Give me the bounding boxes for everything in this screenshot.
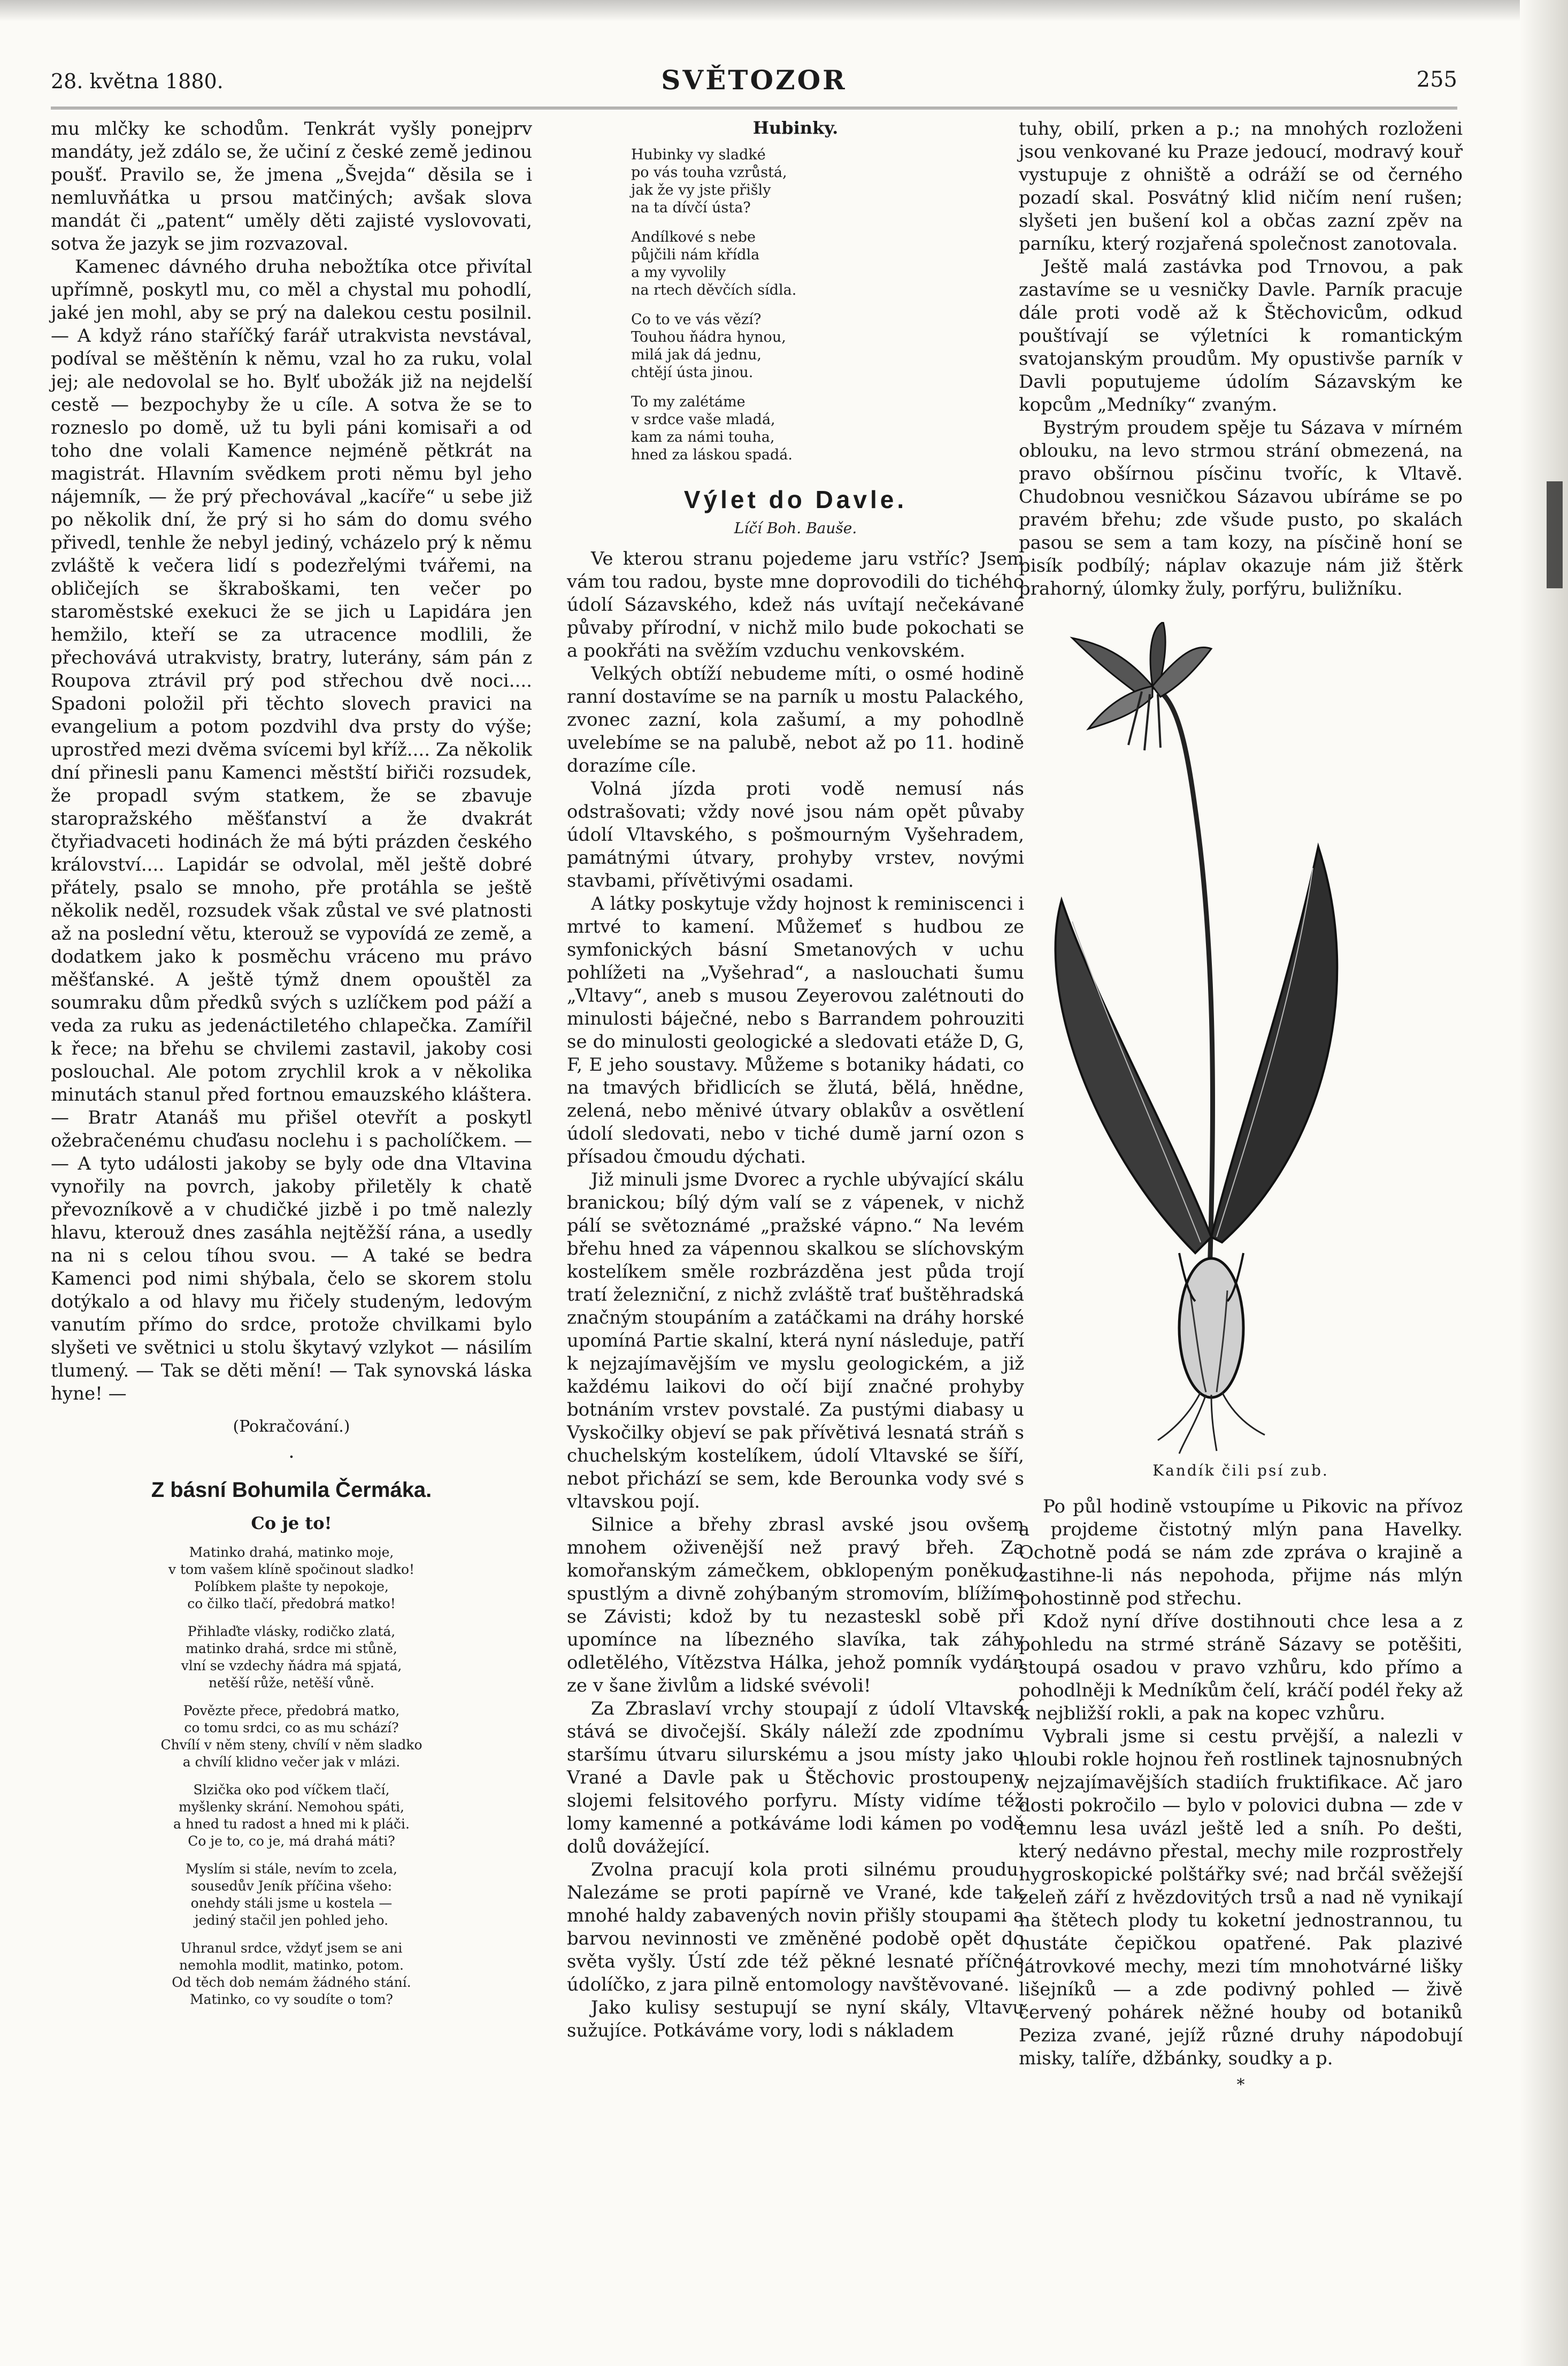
poem-stanza: [51, 1702, 532, 1771]
poem-stanza: [631, 146, 1024, 217]
poem-line: po vás touha vzrůstá,: [631, 164, 787, 181]
flower: [1072, 622, 1211, 750]
poem-line: hned za láskou spadá.: [631, 447, 793, 463]
poem-title-hubinky: Hubinky.: [752, 118, 839, 138]
poem-line: a chvílí klidno večer jak v mlázi.: [182, 1754, 401, 1770]
dogtooth-violet-drawing: [1019, 622, 1463, 1456]
poem-line: onehdy stáli jsme u kostela —: [190, 1895, 393, 1911]
poem-line: Políbkem plašte ty nepokoje,: [194, 1579, 389, 1594]
poem-line: a hned tu radost a hned mi k pláči.: [173, 1816, 410, 1832]
poem-line: a my vyvolily: [631, 264, 726, 281]
poem-line: vlní se vzdechy ňádra má spjatá,: [181, 1658, 402, 1673]
poem-line: Slzička oko pod víčkem tlačí,: [193, 1782, 390, 1797]
poem-line: Od těch dob nemám žádného stání.: [172, 1975, 411, 1990]
poem-line: nemohla modlit, matinko, potom.: [179, 1957, 404, 1973]
poem-line: Co je to, co je, má drahá máti?: [188, 1833, 395, 1849]
article-paragraph: Již minuli jsme Dvorec a rychle ubývající skálu branickou; bílý dým valí se z vápenek, v nichž pálí se světoznámé „pražské vápno.“ Na levém břehu hned za vápennou skalkou se slíchovským kostelíkem směle rozbrázděna jest půda trojí tratí železniční, z nichž zvláště trať buštěhradská značným stoupáním a zatáčkami na dráhy horské upomíná Partie skalní, která nyní následuje, patří k nejzajímavějším ve myslu geologickém, a již každému laikovi do očí bijí značné prohyby botnáním vrstev povstalé. Za pustými diabasy u Vyskočilky objeví se pak přívětivá lesnatá stráň s chuchelským kostelíkem, údolí Vltavské se šíří, nebot přichází se sem, kde Berounka vody své s vltavskou pojí.: [567, 1169, 1024, 1512]
article-title: Výlet do Davle.: [683, 486, 908, 513]
poem-stanza: [51, 1781, 532, 1850]
article-paragraph: Za Zbraslaví vrchy stoupají z údolí Vltavské stává se divočejší. Skály náleží zde zpodnímu staršímu útvaru silurskému a jsou místy jako u Vrané a Davle pak u Štěchovic prostoupeny slojemi felsitového porfyru. Místy vidíme též lomy kamenné a potkáváme lodi kámen po vodě dolů dovážející.: [567, 1698, 1024, 1857]
left-column: [51, 118, 532, 2019]
article-paragraph: Vybrali jsme si cestu prvější, a nalezli v hloubi rokle hojnou řeň rostlinek tajnosnubných v nejzajímavějších stadiích fruktifikace. Ač jaro dosti pokročilo — bylo v polovici dubna — zde v temnu lesa uvázl ještě led a sníh. Po dešti, který nedávno přestal, mechy mile rozprostřely hygroskopické polštářky své; nad brčál svěžejší zeleň září z hvězdovitých trsů a nad ně vynikají na štětech plody tu koketní jednostrannou, tu hustáte čepičkou opatřené. Pak plazivé játrovkové mechy, mezi tím mnohotvárné lišky lišejníků — a zde podivný pohled — živě červený pohárek něžné houby od botaniků Peziza zvané, jejíž různé druhy nápodobují misky, talíře, džbánky, soudky a p.: [1019, 1726, 1463, 2069]
poem-stanza: [51, 1861, 532, 1929]
page-top-shadow: [0, 0, 1568, 21]
right-column: [1019, 118, 1463, 2094]
poem-line: jak že vy jste přišly: [631, 182, 771, 198]
story-paragraph: Kamenec dávného druha nebožtíka otce přivítal upřímně, poskytl mu, co měl a chystal mu pohodlí, jaké jen mohl, aby se prý na dalekou cestu posilnil. — A když ráno staříčký farář utrakvista nevstával, podíval se měštěnín k němu, vzal ho za ruku, volal jej; ale nedovolal se ho. Bylť ubožák již na nejdelší cestě — bezpochyby že u cíle. A sotva že se to rozneslo po domě, už tu byli páni komisaři a od toho dne volali Kamence nejméně pětkrát na magistrát. Hlavním svědkem proti němu byl jeho nájemník, — že prý přechovával „kacíře“ u sebe již po několik dní, že prý si ho sám do domu svého přivedl, tenhle že nebyl jediný, vcházelo prý k němu zvláště k večera lidí s podezřelými tvářemi, na obličejích se škraboškami, ten večer po staroměstské exekuci že se jich u Lapidára jen hemžilo, kteří se za utracence modlili, že přechovává utrakvisty, bratry, luterány, sám pán z Roupova ztrávil prý pod střechou dvě noci.... Spadoni položil při těchto slovech pravici na evangelium a potom pozdvihl dva prsty do výše; uprostřed mezi dvěma svícemi byl kříž.... Za několik dní přinesli panu Kamenci městští biřiči rozsudek, že propadl svým statkem, že se zbavuje staropražského měšťanství a že dvakrát čtyřiadvaceti hodinách že má býti prázden českého království.... Lapidár se odvolal, měl ještě dobré přátely, psalo se mnoho, pře protáhla se ještě několik neděl, rozsudek však zůstal ve své platnosti až na poslední větu, kterouž se vypovídá ze země, a dodatkem jako k posměchu vráceno mu právo měšťanské. A ještě týmž dnem opouštěl za soumraku dům předků svých s uzlíčkem pod páží a veda za ruku as jedenáctiletého chlapečka. Zamířil k řece; na břehu se chvilemi zastavil, jakoby cosi poslouchal. Ale potom zrychlil krok a v několika minutách stanul před fortnou emauzského kláštera. — Bratr Atanáš mu přišel otevřít a poskytl ožebračenému chuďasu noclehu i s pacholíčkem. — — A tyto události jakoby se byly ode dna Vltavina vynořily na povrch, jakoby přiletěly k chatě převozníkově a v chudičké jizbě i po tmě nalezly hlavu, kterouž dnes zasáhla nejtěžší rána, a usedly na ni s celou tíhou svou. — A také se bedra Kamenci pod nimi shýbala, čelo se skorem stolu dotýkalo a od hlavy mu řičely studeným, ledovým vanutím přímo do srdce, protože chvilkami bylo slyšeti ve světnici u stolu škytavý vzlykot — násilím tlumený. — Tak se děti mění! — Tak synovská láska hyne! —: [51, 256, 532, 1404]
article-paragraph: Bystrým proudem spěje tu Sázava v mírném oblouku, na levo strmou strání obmezená, na pravo obšírnou písčinu tvoříc, k Vltavě. Chudobnou vesničkou Sázavou ubíráme se po pravém břehu; zde všude pusto, po skalách pasou se sem a tam kozy, na písčině honí se pisík podbílý; náplav okazuje nám již štěrk prahorný, úlomky žuly, porfýru, buližníku.: [1019, 417, 1463, 600]
article-paragraph: Velkých obtíží nebudeme míti, o osmé hodině ranní dostavíme se na parník u mostu Palackého, zvonec zazní, kola zašumí, a my pohodlně uvelebíme se na palubě, nebot až po 11. hodině dorazíme cíle.: [567, 663, 1024, 777]
article-paragraph: tuhy, obilí, prken a p.; na mnohých rozloženi jsou venkované ku Praze jedoucí, modravý kouř vystupuje z ohniště a odráží se od černého pozadí skal. Posvátný klid ničím není rušen; slyšeti jen bušení kol a občas zazní zpěv na parníku, který rozjařená společnost zanotovala.: [1019, 118, 1463, 255]
poem-line: v tom vašem klíně spočinout sladko!: [168, 1562, 415, 1577]
poem-line: Hubinky vy sladké: [631, 147, 766, 163]
poem-line: co čilko tlačí, předobrá matko!: [187, 1596, 396, 1611]
leaf-left: [1056, 900, 1211, 1253]
poem-line: Co to ve vás vězí?: [631, 311, 762, 328]
poem-line: co tomu srdci, co as mu schází?: [184, 1720, 399, 1735]
poem-line: jediný stačil jen pohled jeho.: [194, 1912, 389, 1928]
plant-illustration: [1019, 622, 1463, 1456]
poem-line: na rtech děvčích sídla.: [631, 282, 797, 298]
middle-column: [567, 118, 1024, 2042]
poem-line: Matinko, co vy soudíte o tom?: [190, 1992, 393, 2007]
poem-line: Myslím si stále, nevím to zcela,: [186, 1861, 397, 1877]
poem-line: půjčili nám křídla: [631, 247, 760, 263]
article-paragraph: A látky poskytuje vždy hojnost k reminiscenci i mrtvé to kamení. Můžemeť s hudbou ze symfonických básní Smetanových v uchu pohlížeti na „Vyšehrad“, a naslouchati šumu „Vltavy“, aneb s musou Zeyerovou zalétnouti do minulosti báječné, nebo s Barrandem pohrouziti se do minulosti geologické a sledovati etáže D, G, F, E jeho soustavy. Můžeme s botaniky hádati, co na tmavých břidlicích se žlutá, bělá, hnědne, zelená, nebo měnivé útvary oblakův a osvětlení údolí sledovati, nebo v tiché dumě jarní ozon s přísadou čmoudu dýchati.: [567, 893, 1024, 1167]
poem-line: Touhou ňádra hynou,: [631, 329, 786, 345]
article-paragraph: Po půl hodině vstoupíme u Pikovic na přívoz a projdeme čistotný mlýn pana Havelky. Ochotně podá se nám zde zpráva o krajině a zastihne-li nás nepohoda, přijme nás mlýn pohostinně pod střechu.: [1019, 1496, 1463, 1609]
header-title: SVĚTOZOR: [661, 64, 847, 96]
header-date: 28. května 1880.: [51, 70, 224, 93]
poem-line: milá jak dá jednu,: [631, 347, 762, 363]
plant-bulb: [1179, 1258, 1243, 1397]
poem-stanza: [631, 311, 1024, 381]
poem-line: Uhranul srdce, vždyť jsem se ani: [180, 1940, 403, 1956]
poem-title: Co je to!: [251, 1513, 332, 1533]
article-byline: Líčí Boh. Bauše.: [734, 519, 857, 537]
poem-line: To my zalétáme: [631, 394, 745, 410]
poem-stanza: [631, 228, 1024, 299]
article-paragraph: Volná jízda proti vodě nemusí nás odstrašovati; vždy nové jsou nám opět půvaby údolí Vltavského, s pošmourným Vyšehradem, památnými útvary, prohyby vrstev, novými stavbami, přívětivými osadami.: [567, 778, 1024, 892]
article-paragraph: Kdož nyní dříve dostihnouti chce lesa a z pohledu na strmé stráně Sázavy se potěšiti, stoupá osadou v pravo vzhůru, kdo přímo a pohodlněji k Medníkům čelí, kráčí podél řeky až k nejbližší rokli, a pak na kopec vzhůru.: [1019, 1611, 1463, 1724]
story-paragraph: mu mlčky ke schodům. Tenkrát vyšly ponejprv mandáty, jež zdálo se, že učiní z české země jedinou poušť. Pravilo se, že jmena „Švejda“ děsila se i nemluvňátka u prsou matčiných; avšak slova mandát či „patent“ uměly děti zajisté vyslovovati, sotva že jazyk se jim rozvazoval.: [51, 118, 532, 255]
poem-line: Andílkové s nebe: [631, 229, 756, 245]
poem-line: netěší růže, netěší vůně.: [209, 1675, 374, 1691]
poem-line: Matinko drahá, matinko moje,: [189, 1545, 394, 1560]
plant-roots: [1158, 1392, 1265, 1454]
poem-line: Povězte přece, předobrá matko,: [183, 1703, 400, 1718]
poem-stanza: [51, 1623, 532, 1692]
leaf-right: [1211, 847, 1337, 1242]
poem-stanza: [51, 1544, 532, 1612]
poem-stanza: [631, 393, 1024, 464]
separator: •: [289, 1452, 294, 1462]
article-paragraph: Ještě malá zastávka pod Trnovou, a pak zastavíme se u vesničky Davle. Parník pracuje dále proti vodě až k Štěchovicům, odkud pouštívají se výletníci k romantickým svatojanským proudům. My opustivše parník v Davli poputujeme údolím Sázavským ke kopcům „Medníky“ zvaným.: [1019, 256, 1463, 416]
poems-section-title: Z básní Bohumila Čermáka.: [151, 1478, 432, 1502]
section-end-star: *: [1236, 2076, 1245, 2094]
article-paragraph: Ve kterou stranu pojedeme jaru vstříc? Jsem vám tou radou, byste mne doprovodili do tichého údolí Sázavského, kdež nás uvítají nečekávané půvaby přírodní, v nichž milo bude pokochati se a pookřáti na svěžím vzduchu venkovském.: [567, 548, 1024, 662]
poem-line: Přihlaďte vlásky, rodičko zlatá,: [187, 1624, 396, 1639]
poem-line: chtějí ústa jinou.: [631, 364, 754, 381]
poem-line: v srdce vaše mladá,: [631, 411, 775, 428]
continuation-note: (Pokračování.): [233, 1417, 350, 1436]
poem-line: Chvílí v něm steny, chvílí v něm sladko: [160, 1737, 422, 1753]
poem-line: na ta dívčí ústa?: [631, 199, 751, 216]
poem-line: myšlenky skrání. Nemohou spáti,: [179, 1799, 404, 1815]
article-paragraph: Jako kulisy sestupují se nyní skály, Vltavu sužujíce. Potkáváme vory, lodi s nákladem: [567, 1997, 1024, 2041]
illustration-caption: Kandík čili psí zub.: [1152, 1462, 1329, 1479]
article-paragraph: Zvolna pracují kola proti silnému proudu. Nalezáme se proti papírně ve Vrané, kde tak mnohé haldy zabavených novin přišly stoupami a barvou nevinnosti ve změněné podobě opět do světa vyšly. Ústí zde též pěkné lesnaté příčné údolíčko, z jara pilně entomology navštěvované.: [567, 1859, 1024, 1995]
header-rule: [51, 107, 1457, 109]
page-right-edge: [1520, 0, 1568, 2366]
poem-line: kam za námi touha,: [631, 429, 775, 445]
edge-marks: [1547, 481, 1563, 588]
header-page-number: 255: [1416, 67, 1457, 92]
poem-line: sousedův Jeník příčina všeho:: [190, 1878, 392, 1894]
article-paragraph: Silnice a břehy zbrasl avské jsou ovšem mnohem oživenější než pravý břeh. Za komořanským zámečkem, obklopeným poněkud spustlým a divně zohýbaným stromovím, blížíme se Závisti; kdož by tu nezasteskl sobě při upomínce na líbezného slavíka, tak záhy odletělého, Vítězstva Hálka, jehož pomník vydán ze v šane živlům a lidské svévoli!: [567, 1514, 1024, 1696]
poem-line: matinko drahá, srdce mi stůně,: [186, 1641, 397, 1656]
page-header: [51, 64, 1457, 107]
poem-stanza: [51, 1940, 532, 2008]
